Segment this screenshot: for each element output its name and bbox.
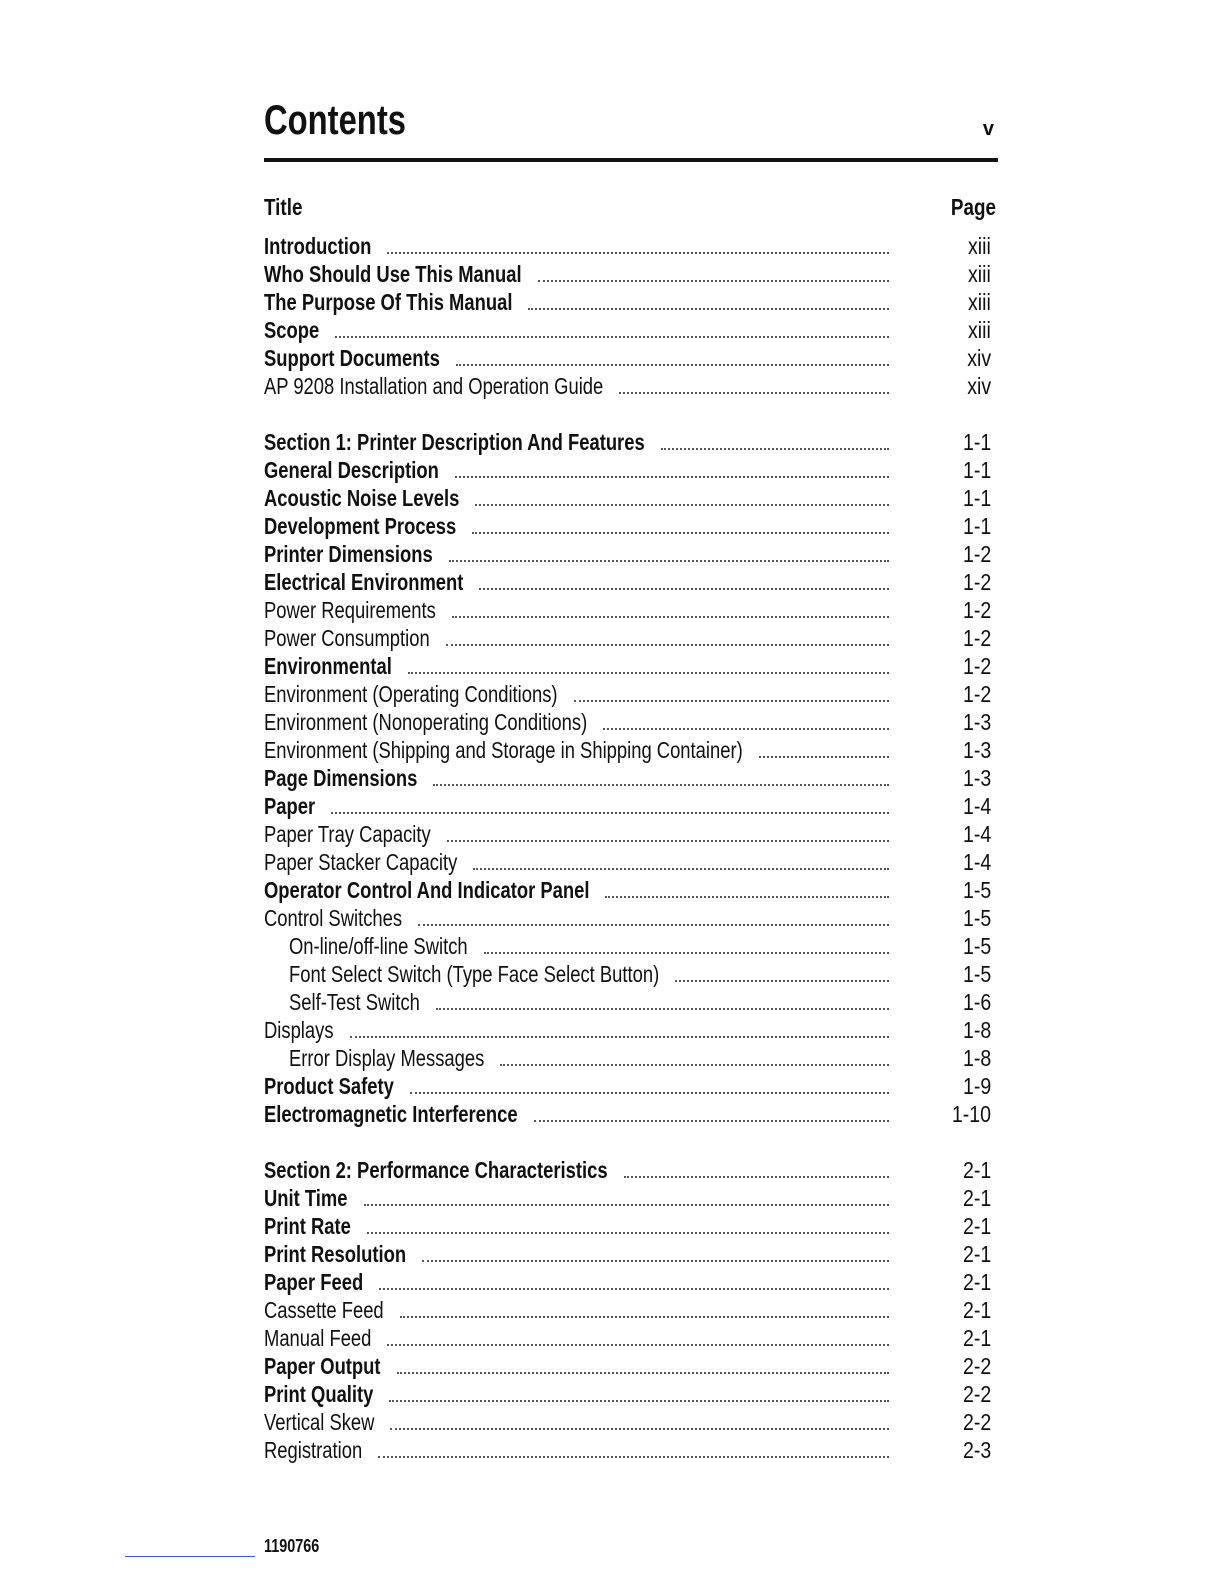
toc-entry-title: Environmental bbox=[264, 653, 392, 679]
toc-entry-page: 2-1 bbox=[962, 1241, 991, 1267]
dot-leader bbox=[400, 1302, 889, 1318]
toc-entry-page: 1-6 bbox=[962, 989, 991, 1015]
toc-entry-title: Unit Time bbox=[264, 1185, 348, 1211]
toc-entry[interactable] bbox=[264, 288, 999, 316]
dot-leader bbox=[534, 1106, 889, 1122]
dot-leader bbox=[331, 798, 889, 814]
toc-entry-page: 2-3 bbox=[962, 1437, 991, 1463]
toc-entry-title: Environment (Operating Conditions) bbox=[264, 681, 558, 707]
toc-section bbox=[264, 1156, 999, 1464]
toc-entry-page: 1-9 bbox=[962, 1073, 991, 1099]
toc-entry-title: Control Switches bbox=[264, 905, 403, 931]
dot-leader bbox=[449, 546, 889, 562]
dot-leader bbox=[433, 770, 889, 786]
toc-entry-page: 1-2 bbox=[962, 625, 991, 651]
dot-leader bbox=[422, 1246, 889, 1262]
toc-section bbox=[264, 232, 999, 400]
toc-entry-title: AP 9208 Installation and Operation Guide bbox=[264, 373, 604, 399]
toc-entry-page: 1-8 bbox=[962, 1045, 991, 1071]
toc-entry-page: 1-1 bbox=[962, 485, 991, 511]
dot-leader bbox=[456, 350, 889, 366]
toc-entry[interactable] bbox=[264, 736, 999, 764]
toc-entry-page: 1-2 bbox=[962, 569, 991, 595]
toc-entry[interactable] bbox=[264, 652, 999, 680]
toc-entry[interactable] bbox=[264, 1296, 999, 1324]
toc-entry-page: 1-5 bbox=[962, 905, 991, 931]
toc-entry[interactable] bbox=[264, 708, 999, 736]
toc-entry[interactable] bbox=[264, 512, 999, 540]
toc-entry[interactable] bbox=[264, 848, 999, 876]
toc-entry-page: 2-1 bbox=[962, 1325, 991, 1351]
dot-leader bbox=[472, 518, 889, 534]
toc-entry-title: Paper Feed bbox=[264, 1269, 364, 1295]
dot-leader bbox=[538, 266, 889, 282]
toc-entry-title: General Description bbox=[264, 457, 439, 483]
toc-entry-page: 2-1 bbox=[962, 1157, 991, 1183]
table-of-contents bbox=[264, 232, 999, 1492]
toc-entry-page: xiii bbox=[968, 233, 991, 259]
toc-entry-page: 1-2 bbox=[962, 681, 991, 707]
toc-entry[interactable] bbox=[264, 1268, 999, 1296]
toc-entry[interactable] bbox=[264, 1044, 999, 1072]
toc-entry-page: 2-1 bbox=[962, 1213, 991, 1239]
dot-leader bbox=[447, 826, 889, 842]
toc-entry[interactable] bbox=[264, 1436, 999, 1464]
toc-entry[interactable] bbox=[264, 596, 999, 624]
toc-entry-page: 1-4 bbox=[962, 849, 991, 875]
dot-leader bbox=[350, 1022, 889, 1038]
dot-leader bbox=[335, 322, 889, 338]
toc-entry-title: Acoustic Noise Levels bbox=[264, 485, 460, 511]
dot-leader bbox=[387, 1330, 889, 1346]
toc-entry-page: 2-1 bbox=[962, 1269, 991, 1295]
toc-entry-title: Error Display Messages bbox=[289, 1045, 485, 1071]
toc-entry[interactable] bbox=[264, 372, 999, 400]
toc-entry-page: xiii bbox=[968, 317, 991, 343]
dot-leader bbox=[528, 294, 889, 310]
dot-leader bbox=[500, 1050, 889, 1066]
toc-entry[interactable] bbox=[264, 904, 999, 932]
toc-entry[interactable] bbox=[264, 988, 999, 1016]
dot-leader bbox=[759, 742, 889, 758]
toc-entry-page: xiii bbox=[968, 261, 991, 287]
dot-leader bbox=[619, 378, 889, 394]
toc-entry[interactable] bbox=[264, 316, 999, 344]
contents-header bbox=[264, 96, 998, 162]
toc-entry-title: Paper bbox=[264, 793, 316, 819]
toc-entry-title: Registration bbox=[264, 1437, 363, 1463]
toc-entry-title: Font Select Switch (Type Face Select Button) bbox=[289, 961, 660, 987]
document-number: 1190766 bbox=[264, 1536, 320, 1556]
toc-entry-title: Support Documents bbox=[264, 345, 440, 371]
toc-entry-page: 1-3 bbox=[962, 737, 991, 763]
toc-entry[interactable] bbox=[264, 1240, 999, 1268]
toc-entry[interactable] bbox=[264, 1324, 999, 1352]
toc-entry-title: Product Safety bbox=[264, 1073, 394, 1099]
dot-leader bbox=[387, 238, 889, 254]
toc-entry-title: The Purpose Of This Manual bbox=[264, 289, 513, 315]
toc-entry[interactable] bbox=[264, 960, 999, 988]
dot-leader bbox=[418, 910, 889, 926]
page-column-heading: Page bbox=[950, 194, 996, 220]
toc-entry-page: 1-1 bbox=[962, 429, 991, 455]
toc-entry[interactable] bbox=[264, 1072, 999, 1100]
toc-entry[interactable] bbox=[264, 1380, 999, 1408]
toc-entry-page: xiii bbox=[968, 289, 991, 315]
dot-leader bbox=[452, 602, 889, 618]
dot-leader bbox=[603, 714, 889, 730]
toc-entry-title: Electromagnetic Interference bbox=[264, 1101, 518, 1127]
toc-entry-page: 2-2 bbox=[962, 1381, 991, 1407]
toc-entry-title: Displays bbox=[264, 1017, 334, 1043]
dot-leader bbox=[364, 1190, 890, 1206]
toc-entry[interactable] bbox=[264, 428, 999, 456]
toc-entry[interactable] bbox=[264, 1352, 999, 1380]
toc-entry-page: 1-3 bbox=[962, 709, 991, 735]
toc-entry-title: Section 1: Printer Description And Features bbox=[264, 429, 645, 455]
toc-entry-title: Development Process bbox=[264, 513, 457, 539]
toc-entry-title: Electrical Environment bbox=[264, 569, 464, 595]
toc-entry-title: Print Rate bbox=[264, 1213, 351, 1239]
toc-entry-page: 1-2 bbox=[962, 653, 991, 679]
toc-entry-page: 1-5 bbox=[962, 877, 991, 903]
toc-entry[interactable] bbox=[264, 1184, 999, 1212]
toc-entry-title: Scope bbox=[264, 317, 320, 343]
toc-section bbox=[264, 428, 999, 1128]
toc-entry-page: 1-4 bbox=[962, 793, 991, 819]
dot-leader bbox=[624, 1162, 889, 1178]
dot-leader bbox=[446, 630, 889, 646]
toc-entry[interactable] bbox=[264, 876, 999, 904]
dot-leader bbox=[379, 1274, 889, 1290]
toc-entry-title: Print Resolution bbox=[264, 1241, 407, 1267]
toc-entry-page: 1-4 bbox=[962, 821, 991, 847]
toc-entry-title: On-line/off-line Switch bbox=[289, 933, 468, 959]
toc-entry-page: xiv bbox=[967, 345, 991, 371]
dot-leader bbox=[436, 994, 889, 1010]
dot-leader bbox=[378, 1442, 889, 1458]
toc-entry-title: Environment (Nonoperating Conditions) bbox=[264, 709, 588, 735]
dot-leader bbox=[455, 462, 889, 478]
toc-entry[interactable] bbox=[264, 1408, 999, 1436]
toc-entry-title: Paper Stacker Capacity bbox=[264, 849, 458, 875]
dot-leader bbox=[661, 434, 889, 450]
toc-entry-page: 2-1 bbox=[962, 1185, 991, 1211]
toc-entry-title: Who Should Use This Manual bbox=[264, 261, 522, 287]
dot-leader bbox=[473, 854, 889, 870]
dot-leader bbox=[410, 1078, 889, 1094]
toc-entry-page: 1-5 bbox=[962, 933, 991, 959]
toc-entry[interactable] bbox=[264, 568, 999, 596]
dot-leader bbox=[574, 686, 889, 702]
toc-entry[interactable] bbox=[264, 232, 999, 260]
toc-entry[interactable] bbox=[264, 456, 999, 484]
toc-entry-title: Vertical Skew bbox=[264, 1409, 375, 1435]
toc-entry-page: 2-2 bbox=[962, 1409, 991, 1435]
dot-leader bbox=[484, 938, 889, 954]
toc-entry-page: 1-8 bbox=[962, 1017, 991, 1043]
toc-entry-title: Print Quality bbox=[264, 1381, 374, 1407]
toc-entry-title: Self-Test Switch bbox=[289, 989, 420, 1015]
dot-leader bbox=[389, 1386, 889, 1402]
toc-entry-page: 1-2 bbox=[962, 541, 991, 567]
toc-entry-page: 1-5 bbox=[962, 961, 991, 987]
toc-entry[interactable] bbox=[264, 792, 999, 820]
toc-entry-title: Power Consumption bbox=[264, 625, 430, 651]
toc-entry-page: 1-3 bbox=[962, 765, 991, 791]
dot-leader bbox=[475, 490, 889, 506]
toc-entry-page: 1-1 bbox=[962, 457, 991, 483]
toc-entry-page: 2-2 bbox=[962, 1353, 991, 1379]
toc-entry-page: 1-10 bbox=[951, 1101, 991, 1127]
toc-entry[interactable] bbox=[264, 624, 999, 652]
footer-rule bbox=[125, 1556, 255, 1557]
toc-entry-page: xiv bbox=[967, 373, 991, 399]
toc-entry[interactable] bbox=[264, 484, 999, 512]
title-column-heading: Title bbox=[264, 194, 303, 220]
toc-entry[interactable] bbox=[264, 1016, 999, 1044]
dot-leader bbox=[397, 1358, 889, 1374]
dot-leader bbox=[408, 658, 889, 674]
toc-entry-title: Power Requirements bbox=[264, 597, 436, 623]
toc-entry-page: 2-1 bbox=[962, 1297, 991, 1323]
toc-entry[interactable] bbox=[264, 1156, 999, 1184]
page-number-roman: v bbox=[982, 118, 994, 140]
dot-leader bbox=[605, 882, 889, 898]
toc-entry[interactable] bbox=[264, 344, 999, 372]
toc-entry[interactable] bbox=[264, 260, 999, 288]
toc-entry-title: Paper Tray Capacity bbox=[264, 821, 431, 847]
toc-entry[interactable] bbox=[264, 932, 999, 960]
dot-leader bbox=[367, 1218, 889, 1234]
toc-entry-title: Page Dimensions bbox=[264, 765, 418, 791]
toc-entry[interactable] bbox=[264, 1212, 999, 1240]
toc-entry-title: Introduction bbox=[264, 233, 372, 259]
toc-entry-title: Cassette Feed bbox=[264, 1297, 384, 1323]
toc-entry-title: Printer Dimensions bbox=[264, 541, 433, 567]
toc-entry[interactable] bbox=[264, 680, 999, 708]
toc-entry-title: Operator Control And Indicator Panel bbox=[264, 877, 590, 903]
toc-entry-page: 1-1 bbox=[962, 513, 991, 539]
dot-leader bbox=[390, 1414, 889, 1430]
toc-entry[interactable] bbox=[264, 1100, 999, 1128]
toc-entry-title: Environment (Shipping and Storage in Shipping Container) bbox=[264, 737, 743, 763]
toc-entry-title: Manual Feed bbox=[264, 1325, 372, 1351]
toc-entry[interactable] bbox=[264, 540, 999, 568]
toc-entry-page: 1-2 bbox=[962, 597, 991, 623]
page-title: Contents bbox=[264, 96, 406, 143]
dot-leader bbox=[675, 966, 889, 982]
toc-entry-title: Section 2: Performance Characteristics bbox=[264, 1157, 608, 1183]
toc-entry-title: Paper Output bbox=[264, 1353, 381, 1379]
toc-entry[interactable] bbox=[264, 764, 999, 792]
toc-entry[interactable] bbox=[264, 820, 999, 848]
dot-leader bbox=[479, 574, 889, 590]
